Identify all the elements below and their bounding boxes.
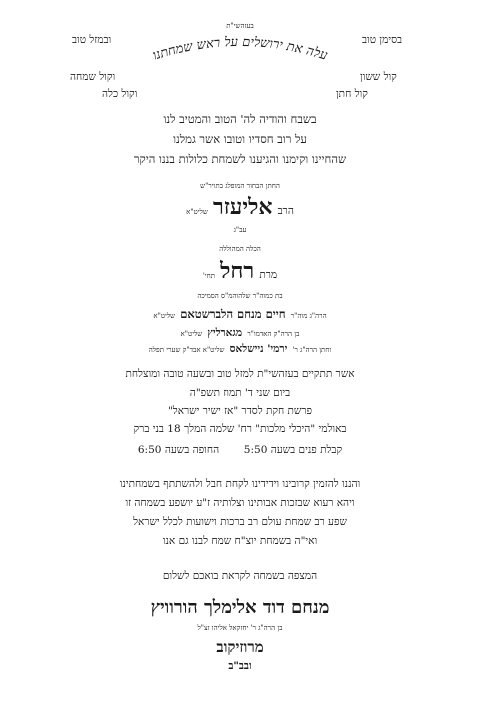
bride-ggf-suffix: שליט"א אבד"ק שערי תפלה xyxy=(148,346,225,354)
bride-ggf-line xyxy=(0,337,480,356)
kabbalas-label: קבלת פנים בשעה xyxy=(270,444,343,456)
groom-title-line: החתן הבחור המופלג בתויר"ש xyxy=(200,182,280,190)
kabbalas-time: 5:50 xyxy=(243,444,268,456)
header-left-mid1: וקול שמחה xyxy=(70,71,116,83)
invite-line-1: והננו להזמין קרובינו וידידינו לקחת חבל ולהשתתף בשמחתינו xyxy=(119,478,361,490)
header-left-mid2: וקול כלה xyxy=(102,88,138,100)
groom-conj: עב"ג xyxy=(233,226,247,234)
bride-prefix: מרת xyxy=(259,269,278,281)
bride-parents-intro: בת כמוה"ר שלהוהמ"ס הסמיכה xyxy=(197,292,283,300)
groom-prefix: הרב xyxy=(277,205,294,217)
chuppah-time: 6:50 xyxy=(137,444,162,456)
bride-name: רחל xyxy=(220,258,255,284)
bride-gf-suffix: שליט"א xyxy=(180,330,203,338)
groom-name: אליעזר xyxy=(212,194,273,220)
bride-suffix: תחי' xyxy=(202,272,216,280)
bride-father-name: חיים מנחם הלברשטאם xyxy=(180,307,286,321)
groom-suffix: שליט"א xyxy=(186,208,208,216)
invite-line-2: ויהא רעוא שבזכות אבותינו וצלותיה ז"ע יושפע בשמחה זו xyxy=(125,497,355,509)
header-right-mid2: קול חתן xyxy=(336,88,368,100)
header-right-top: בסימן טוב xyxy=(362,34,403,46)
signature-sub: בן הרה"ג ר' יחזקאל אליהו זצ"ל xyxy=(197,624,283,632)
bride-title-line: הכלה המהוללה xyxy=(219,245,261,253)
event-line-4: באולמי "היכלי מלכות" רח' שלמה המלך 18 בני ברק xyxy=(133,423,347,435)
event-line-3: פרשת חקת לסדר "אז ישיר ישראל" xyxy=(167,405,313,417)
header-left-top: ובמזל טוב xyxy=(72,34,112,46)
arc-heading xyxy=(0,0,480,100)
bride-father-prefix: הרה"ג מוה"ר xyxy=(290,312,327,320)
closing-line: המצפה בשמחה לקראת בואכם לשלום xyxy=(162,570,318,582)
intro-line-3: שהחיינו וקימנו והגיענו לשמחת כלולות בננו היקר xyxy=(133,152,347,166)
chuppah-label: החופה בשעה xyxy=(164,444,220,456)
bride-father-line xyxy=(0,303,480,322)
bride-gf-prefix: בן הרה"ק האדמו"ר xyxy=(247,330,300,338)
intro-line-2: על רוב חסדיו וטובו אשר גמלנו xyxy=(173,132,307,146)
header-right-mid1: קול ששון xyxy=(360,71,397,83)
bride-ggf-name: ירמי' ניישלאס xyxy=(229,343,288,355)
arc-text: עלה את ירושלים על ראש שמחתנו xyxy=(150,34,330,64)
besiyata-label: בעזהשי"ת xyxy=(226,22,254,30)
signature-place1: מרוזיקוב xyxy=(216,638,264,656)
intro-line-1: בשבח והודיה לה' הטוב והמטיב לנו xyxy=(163,112,317,126)
signature-place2: ובב"ב xyxy=(228,660,252,672)
bride-name-line xyxy=(0,258,480,284)
invite-line-4: ואי"ה בשמחת יוצ"ח שמח לבנו גם אנו xyxy=(162,535,318,547)
event-times-line xyxy=(0,444,480,456)
bride-ggf-prefix: וחתן הרה"ג ר' xyxy=(292,346,332,354)
svg-text:עלה את ירושלים על ראש שמחתנו xyxy=(151,35,330,64)
bride-gf-name: מגארליץ xyxy=(207,327,243,339)
bride-father-suffix: שליט"א xyxy=(153,312,176,320)
event-line-2: ביום שני ד' תמוז תשפ"ה xyxy=(189,387,291,399)
invite-line-3: שפע רב שמחת עולם רב ברכות וישועות לכלל ישראל xyxy=(133,516,347,528)
groom-name-line xyxy=(0,194,480,220)
event-line-1: אשר תתקיים בעזהשי"ת למזל טוב ובשעה טובה ומוצלחת xyxy=(125,368,355,380)
signature-name: מנחם דוד אלימלך הורוויץ xyxy=(150,597,330,618)
